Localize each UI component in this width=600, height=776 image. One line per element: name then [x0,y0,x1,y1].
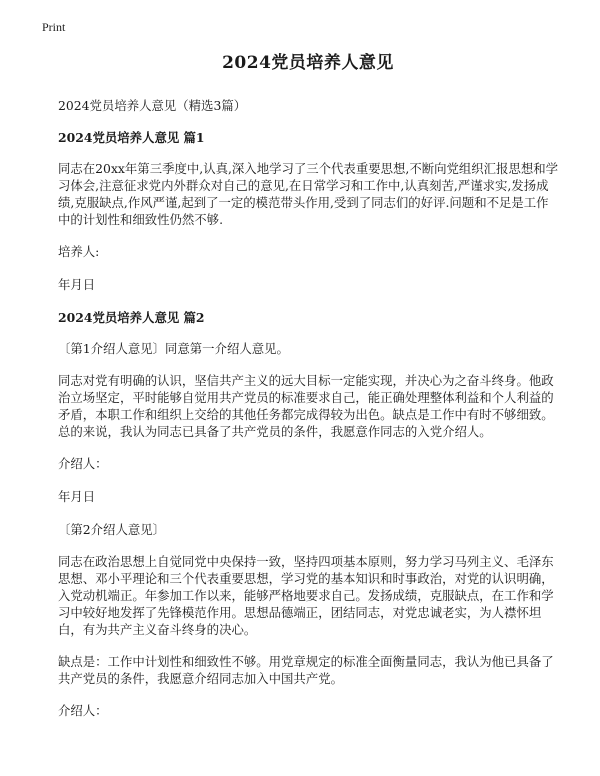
introducer-label-2: 介绍人： [58,703,108,718]
document-body [58,48,558,735]
date-label: 年月日 [58,277,96,292]
document-subtitle: 2024党员培养人意见（精选3篇） [58,98,247,113]
first-introducer-opinion: 〔第1介绍人意见〕同意第一介绍人意见。 [58,341,289,356]
page-title: 2024党员培养人意见 [222,53,394,73]
section-heading-2: 2024党员培养人意见 篇2 [58,310,205,325]
date-label-2: 年月日 [58,489,96,504]
print-link[interactable]: Print [42,20,66,34]
section-2-body-3: 缺点是：工作中计划性和细致性不够。用党章规定的标准全面衡量同志，我认为他已具备了共产党员的条件，我愿意介绍同志加入中国共产党。 [58,654,554,686]
second-introducer-opinion: 〔第2介绍人意见〕 [58,522,166,537]
section-2-body-2: 同志在政治思想上自觉同党中央保持一致，坚持四项基本原则，努力学习马列主义、毛泽东思想、邓小平理论和三个代表重要思想，学习党的基本知识和时事政治，对党的认识明确，入党动机端正。年参加工作以来，能够严格地要求自己。发扬成绩，克服缺点，在工作和学习中较好地发挥了先锋模范作用。思想品德端正，团结同志，对党忠诚老实，为人襟怀坦白，有为共产主义奋斗终身的决心。 [58,554,554,637]
section-1-body: 同志在20xx年第三季度中,认真,深入地学习了三个代表重要思想,不断向党组织汇报思想和学习体会,注意征求党内外群众对自己的意见,在日常学习和工作中,认真刻苦,严谨求实,发扬成绩,克服缺点,作风严谨,起到了一定的模范带头作用,受到了同志们的好评.问题和不足是工作中的计划性和细致性仍然不够. [58,161,559,227]
introducer-label: 介绍人： [58,456,108,471]
signer-label: 培养人: [58,244,100,259]
section-heading-1: 2024党员培养人意见 篇1 [58,130,205,145]
section-2-body-1: 同志对党有明确的认识，坚信共产主义的远大目标一定能实现，并决心为之奋斗终身。他政治立场坚定，平时能够自觉用共产党员的标准要求自己，能正确处理整体利益和个人利益的矛盾，本职工作和组织上交给的其他任务都完成得较为出色。缺点是工作中有时不够细致。总的来说，我认为同志已具备了共产党员的条件，我愿意作同志的入党介绍人。 [58,373,554,439]
